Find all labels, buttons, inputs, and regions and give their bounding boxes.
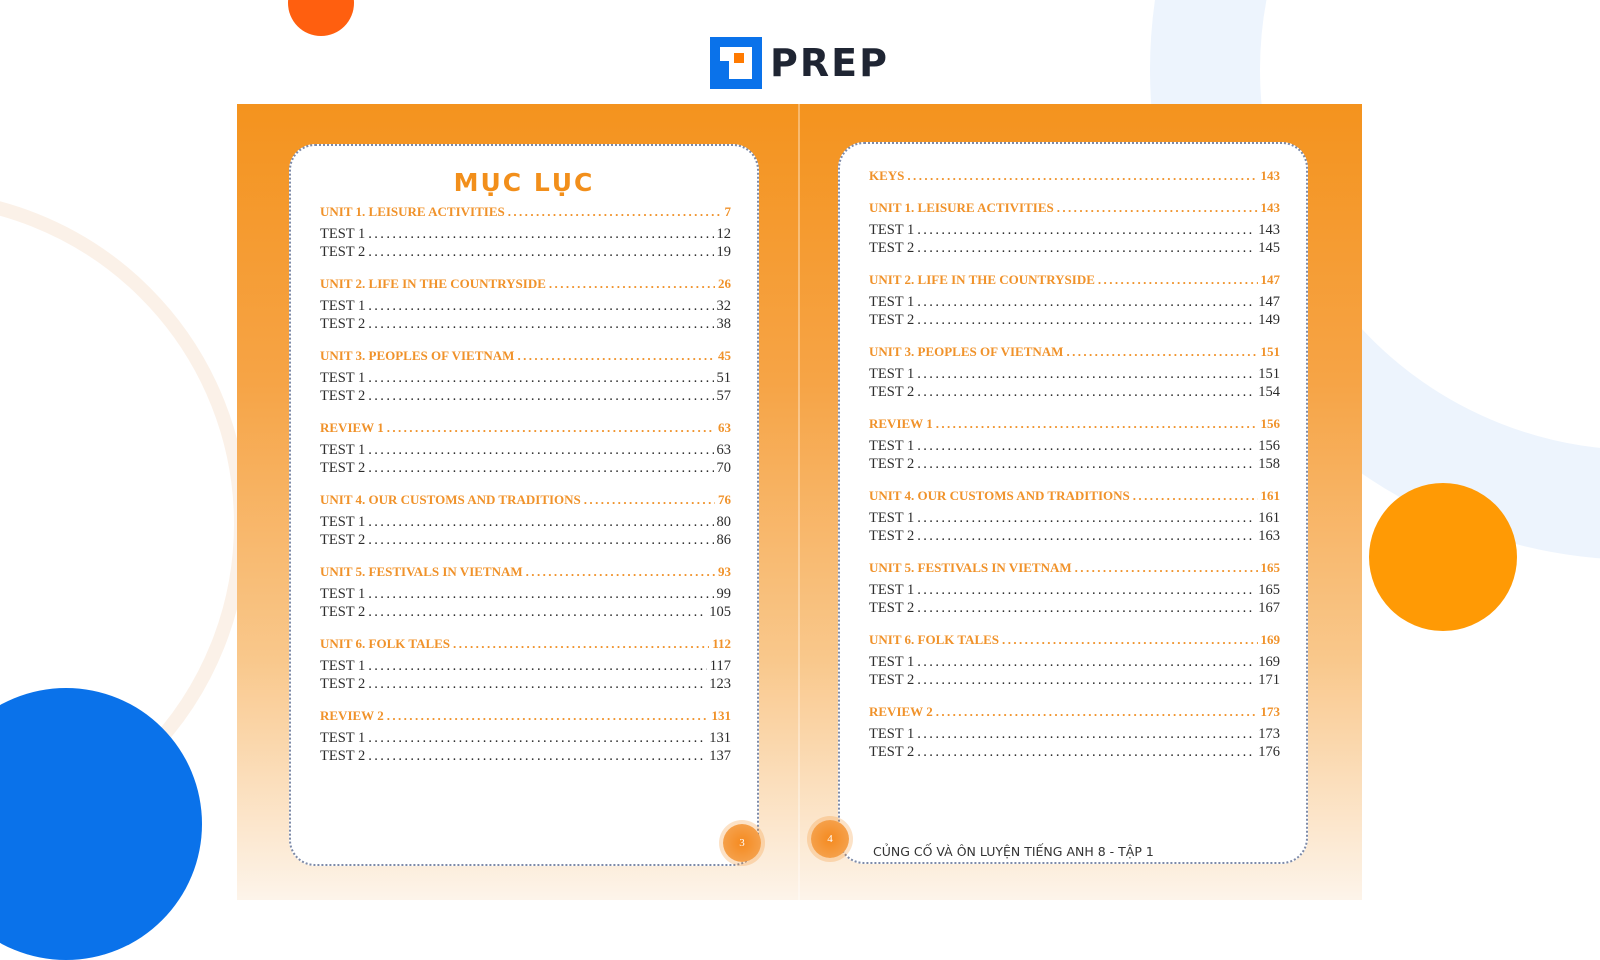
toc-dot-leader	[917, 600, 1255, 617]
page-number-right: 4	[811, 820, 849, 858]
toc-entry-page: 143	[1260, 200, 1280, 215]
toc-entry-label: TEST 1	[320, 586, 366, 602]
toc-entry-page: 161	[1260, 488, 1280, 503]
toc-dot-leader	[368, 514, 713, 531]
toc-test-entry	[869, 240, 1280, 258]
toc-entry-page: 19	[716, 243, 731, 260]
toc-test-entry	[869, 222, 1280, 240]
decorative-circle-orange-right	[1369, 483, 1517, 631]
toc-entry-label: UNIT 2. LIFE IN THE COUNTRYSIDE	[869, 272, 1095, 287]
toc-test-entry	[869, 528, 1280, 546]
toc-test-entry	[320, 514, 731, 532]
toc-test-entry	[320, 676, 731, 694]
toc-entry-page: 45	[718, 348, 731, 363]
toc-section-entry	[320, 636, 731, 653]
toc-test-entry	[320, 442, 731, 460]
toc-entry-page: 57	[716, 387, 731, 404]
toc-dot-leader	[387, 708, 709, 724]
decorative-circle-orange-top	[288, 0, 354, 36]
toc-dot-leader	[917, 294, 1255, 311]
toc-entry-page: 7	[724, 204, 731, 219]
toc-dot-leader	[917, 744, 1255, 761]
toc-section-entry	[869, 168, 1280, 185]
prep-logo-text: PREP	[770, 41, 889, 85]
toc-entry-page: 80	[716, 514, 731, 530]
toc-entry-label: TEST 1	[320, 658, 366, 674]
toc-section-entry	[869, 344, 1280, 361]
toc-dot-leader	[517, 348, 715, 364]
toc-entry-label: TEST 2	[869, 383, 915, 400]
toc-entry-label: TEST 2	[320, 459, 366, 476]
toc-entry-label: KEYS	[869, 168, 905, 183]
toc-entry-page: 156	[1258, 438, 1280, 454]
prep-logo	[710, 36, 889, 90]
toc-list-right	[869, 168, 1280, 761]
toc-test-entry	[320, 388, 731, 406]
toc-test-entry	[320, 316, 731, 334]
toc-section-entry	[869, 560, 1280, 577]
book-footer-title: CỦNG CỐ VÀ ÔN LUYỆN TIẾNG ANH 8 - TẬP 1	[873, 844, 1154, 859]
toc-section-entry	[320, 420, 731, 437]
toc-section-entry	[869, 488, 1280, 505]
toc-dot-leader	[917, 510, 1255, 527]
toc-dot-leader	[368, 730, 706, 747]
toc-entry-label: TEST 2	[320, 315, 366, 332]
toc-entry-page: 70	[716, 459, 731, 476]
toc-entry-page: 151	[1260, 344, 1280, 359]
toc-dot-leader	[917, 312, 1255, 329]
toc-entry-page: 171	[1258, 671, 1280, 688]
toc-test-entry	[869, 312, 1280, 330]
toc-dot-leader	[368, 748, 706, 765]
toc-entry-label: TEST 2	[320, 603, 366, 620]
toc-entry-label: TEST 1	[869, 582, 915, 598]
toc-entry-page: 149	[1258, 311, 1280, 328]
toc-entry-label: TEST 2	[869, 455, 915, 472]
toc-entry-page: 165	[1260, 560, 1280, 575]
toc-entry-page: 51	[716, 370, 731, 386]
toc-entry-label: TEST 1	[320, 442, 366, 458]
toc-dot-leader	[508, 204, 722, 220]
toc-section-entry	[869, 416, 1280, 433]
toc-dot-leader	[368, 586, 713, 603]
toc-entry-label: TEST 1	[320, 514, 366, 530]
toc-entry-label: REVIEW 1	[869, 416, 933, 431]
toc-entry-page: 131	[711, 708, 731, 723]
toc-dot-leader	[526, 564, 715, 580]
toc-dot-leader	[936, 416, 1258, 432]
toc-dot-leader	[917, 582, 1255, 599]
toc-test-entry	[869, 654, 1280, 672]
toc-entry-label: REVIEW 2	[869, 704, 933, 719]
toc-entry-label: TEST 1	[869, 366, 915, 382]
toc-dot-leader	[917, 366, 1255, 383]
toc-entry-label: TEST 2	[869, 743, 915, 760]
toc-entry-page: 93	[718, 564, 731, 579]
toc-list-left	[320, 204, 731, 765]
toc-entry-page: 117	[709, 658, 731, 674]
toc-dot-leader	[368, 226, 713, 243]
toc-entry-page: 161	[1258, 510, 1280, 526]
toc-section-entry	[869, 632, 1280, 649]
toc-entry-label: TEST 1	[320, 730, 366, 746]
toc-entry-label: TEST 2	[320, 531, 366, 548]
toc-entry-label: REVIEW 2	[320, 708, 384, 723]
toc-entry-page: 173	[1260, 704, 1280, 719]
toc-test-entry	[320, 460, 731, 478]
toc-test-entry	[320, 298, 731, 316]
toc-entry-label: UNIT 2. LIFE IN THE COUNTRYSIDE	[320, 276, 546, 291]
toc-entry-label: UNIT 3. PEOPLES OF VIETNAM	[869, 344, 1064, 359]
toc-dot-leader	[917, 456, 1255, 473]
toc-entry-label: REVIEW 1	[320, 420, 384, 435]
toc-dot-leader	[1057, 200, 1258, 216]
toc-test-entry	[320, 586, 731, 604]
toc-dot-leader	[1002, 632, 1257, 648]
toc-entry-page: 156	[1260, 416, 1280, 431]
book-spine	[798, 104, 800, 900]
toc-dot-leader	[907, 168, 1257, 184]
toc-dot-leader	[368, 658, 707, 675]
toc-entry-page: 63	[718, 420, 731, 435]
toc-dot-leader	[917, 240, 1255, 257]
toc-dot-leader	[368, 532, 713, 549]
toc-test-entry	[869, 366, 1280, 384]
toc-entry-label: TEST 1	[320, 226, 366, 242]
toc-entry-label: TEST 2	[869, 239, 915, 256]
toc-section-entry	[320, 204, 731, 221]
toc-entry-page: 38	[716, 315, 731, 332]
toc-dot-leader	[917, 222, 1255, 239]
toc-entry-label: TEST 1	[320, 298, 366, 314]
toc-entry-label: TEST 1	[869, 654, 915, 670]
toc-entry-label: UNIT 6. FOLK TALES	[869, 632, 1000, 647]
toc-dot-leader	[936, 704, 1258, 720]
toc-test-entry	[869, 510, 1280, 528]
toc-test-entry	[320, 730, 731, 748]
left-page	[289, 144, 759, 866]
toc-test-entry	[320, 748, 731, 766]
toc-entry-label: TEST 2	[320, 675, 366, 692]
toc-dot-leader	[1066, 344, 1257, 360]
toc-entry-page: 32	[716, 298, 731, 314]
toc-dot-leader	[917, 672, 1255, 689]
toc-test-entry	[320, 604, 731, 622]
toc-entry-page: 176	[1258, 743, 1280, 760]
toc-section-entry	[869, 272, 1280, 289]
toc-test-entry	[869, 384, 1280, 402]
toc-dot-leader	[917, 528, 1255, 545]
toc-entry-page: 165	[1258, 582, 1280, 598]
toc-test-entry	[320, 658, 731, 676]
toc-entry-label: TEST 2	[869, 599, 915, 616]
toc-entry-label: TEST 2	[320, 387, 366, 404]
toc-entry-page: 63	[716, 442, 731, 458]
toc-entry-page: 158	[1258, 455, 1280, 472]
toc-dot-leader	[368, 370, 713, 387]
toc-section-entry	[869, 704, 1280, 721]
toc-dot-leader	[917, 438, 1255, 455]
toc-dot-leader	[368, 604, 706, 621]
toc-entry-label: TEST 1	[869, 294, 915, 310]
toc-dot-leader	[917, 654, 1255, 671]
toc-dot-leader	[1098, 272, 1258, 288]
toc-entry-label: UNIT 4. OUR CUSTOMS AND TRADITIONS	[869, 488, 1130, 503]
toc-test-entry	[869, 438, 1280, 456]
toc-test-entry	[869, 672, 1280, 690]
toc-entry-page: 154	[1258, 383, 1280, 400]
toc-entry-page: 145	[1258, 239, 1280, 256]
toc-entry-label: UNIT 6. FOLK TALES	[320, 636, 451, 651]
toc-dot-leader	[917, 726, 1255, 743]
toc-entry-page: 123	[709, 675, 731, 692]
toc-test-entry	[869, 582, 1280, 600]
toc-test-entry	[869, 726, 1280, 744]
toc-entry-page: 147	[1260, 272, 1280, 287]
toc-dot-leader	[368, 298, 713, 315]
toc-entry-page: 143	[1258, 222, 1280, 238]
toc-entry-page: 99	[716, 586, 731, 602]
toc-entry-label: TEST 1	[320, 370, 366, 386]
toc-entry-label: UNIT 1. LEISURE ACTIVITIES	[320, 204, 505, 219]
toc-title: MỤC LỤC	[453, 168, 595, 197]
toc-entry-label: TEST 2	[869, 527, 915, 544]
toc-entry-label: UNIT 5. FESTIVALS IN VIETNAM	[320, 564, 523, 579]
toc-dot-leader	[368, 676, 706, 693]
toc-dot-leader	[1133, 488, 1258, 504]
toc-entry-label: TEST 1	[869, 726, 915, 742]
toc-section-entry	[320, 276, 731, 293]
toc-entry-page: 169	[1258, 654, 1280, 670]
toc-dot-leader	[368, 316, 713, 333]
toc-test-entry	[320, 370, 731, 388]
toc-dot-leader	[584, 492, 715, 508]
toc-entry-page: 169	[1260, 632, 1280, 647]
toc-entry-page: 167	[1258, 599, 1280, 616]
toc-entry-page: 86	[716, 531, 731, 548]
toc-dot-leader	[368, 388, 713, 405]
toc-dot-leader	[368, 244, 713, 261]
toc-dot-leader	[549, 276, 715, 292]
toc-test-entry	[869, 744, 1280, 762]
toc-section-entry	[320, 708, 731, 725]
toc-section-entry	[320, 564, 731, 581]
toc-entry-page: 173	[1258, 726, 1280, 742]
toc-entry-page: 12	[716, 226, 731, 242]
toc-entry-label: UNIT 4. OUR CUSTOMS AND TRADITIONS	[320, 492, 581, 507]
toc-entry-page: 137	[709, 747, 731, 764]
toc-entry-label: UNIT 5. FESTIVALS IN VIETNAM	[869, 560, 1072, 575]
toc-entry-label: TEST 1	[869, 222, 915, 238]
toc-entry-label: UNIT 1. LEISURE ACTIVITIES	[869, 200, 1054, 215]
toc-dot-leader	[1075, 560, 1258, 576]
toc-section-entry	[320, 492, 731, 509]
prep-logo-icon	[710, 37, 762, 89]
toc-entry-label: TEST 1	[869, 438, 915, 454]
toc-entry-page: 151	[1258, 366, 1280, 382]
toc-entry-page: 112	[712, 636, 731, 651]
toc-entry-page: 105	[709, 603, 731, 620]
page-number-left: 3	[723, 824, 761, 862]
toc-entry-label: TEST 2	[869, 311, 915, 328]
toc-entry-page: 147	[1258, 294, 1280, 310]
toc-test-entry	[320, 226, 731, 244]
toc-test-entry	[320, 532, 731, 550]
toc-test-entry	[320, 244, 731, 262]
toc-dot-leader	[387, 420, 715, 436]
toc-section-entry	[320, 348, 731, 365]
toc-test-entry	[869, 456, 1280, 474]
right-page	[838, 142, 1308, 864]
toc-entry-label: TEST 1	[869, 510, 915, 526]
toc-entry-page: 76	[718, 492, 731, 507]
book-spread	[237, 104, 1362, 900]
toc-entry-label: TEST 2	[869, 671, 915, 688]
toc-section-entry	[869, 200, 1280, 217]
toc-dot-leader	[368, 442, 713, 459]
toc-entry-page: 26	[718, 276, 731, 291]
toc-entry-page: 143	[1260, 168, 1280, 183]
toc-dot-leader	[917, 384, 1255, 401]
toc-entry-label: TEST 2	[320, 243, 366, 260]
toc-dot-leader	[368, 460, 713, 477]
toc-entry-label: UNIT 3. PEOPLES OF VIETNAM	[320, 348, 515, 363]
toc-entry-label: TEST 2	[320, 747, 366, 764]
toc-test-entry	[869, 600, 1280, 618]
toc-entry-page: 163	[1258, 527, 1280, 544]
toc-dot-leader	[453, 636, 709, 652]
toc-entry-page: 131	[709, 730, 731, 746]
toc-test-entry	[869, 294, 1280, 312]
